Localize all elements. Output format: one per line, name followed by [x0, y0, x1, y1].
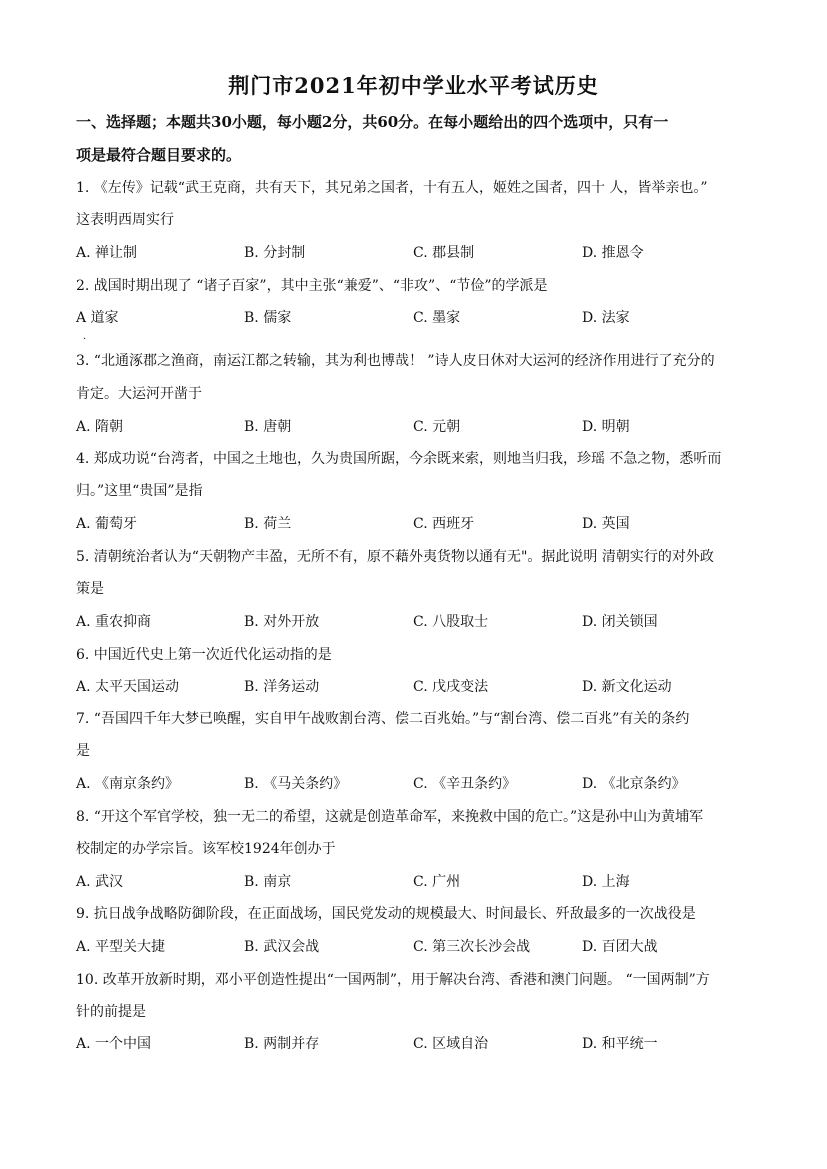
question-4-option-b[interactable]: B. 荷兰: [244, 516, 292, 532]
question-4-option-c[interactable]: C. 西班牙: [413, 516, 475, 532]
question-4-option-d[interactable]: D. 英国: [582, 516, 630, 532]
question-1-option-c[interactable]: C. 郡县制: [413, 245, 475, 261]
question-3-option-d[interactable]: D. 明朝: [582, 419, 630, 435]
question-5-option-b[interactable]: B. 对外开放: [244, 614, 320, 630]
question-8-line-1: 8. “开这个军官学校，独一无二的希望，这就是创造革命军，来挽救中国的危亡。”这是孙中山为黄埔军: [76, 809, 704, 825]
question-3-line-1: 3. “北通涿郡之渔商，南运江都之转输，其为利也博哉！ ”诗人皮日休对大运河的经济作用进行了充分的: [76, 353, 715, 369]
question-2-option-a[interactable]: A 道家: [76, 310, 119, 326]
question-3-option-b[interactable]: B. 唐朝: [244, 419, 292, 435]
question-10-option-b[interactable]: B. 两制并存: [244, 1036, 320, 1052]
question-9-option-c[interactable]: C. 第三次长沙会战: [413, 939, 531, 955]
question-7-option-d[interactable]: D. 《北京条约》: [582, 776, 686, 792]
stray-dot-mark: .: [83, 331, 87, 342]
question-8-option-a[interactable]: A. 武汉: [76, 874, 124, 890]
question-7-line-2: 是: [76, 743, 90, 759]
question-10-option-c[interactable]: C. 区域自治: [413, 1036, 489, 1052]
question-10-line-2: 针的前提是: [76, 1004, 146, 1020]
question-3-line-2: 肯定。大运河开凿于: [76, 386, 202, 402]
question-6-option-b[interactable]: B. 洋务运动: [244, 679, 320, 695]
question-3-option-a[interactable]: A. 隋朝: [76, 419, 124, 435]
question-6-option-d[interactable]: D. 新文化运动: [582, 679, 672, 695]
question-10-option-a[interactable]: A. 一个中国: [76, 1036, 152, 1052]
question-7-option-c[interactable]: C. 《辛丑条约》: [413, 776, 517, 792]
question-6-line-1: 6. 中国近代史上第一次近代化运动指的是: [76, 647, 332, 663]
question-5-line-2: 策是: [76, 581, 104, 597]
question-5-line-1: 5. 清朝统治者认为“天朝物产丰盈，无所不有，原不藉外夷货物以通有无"。据此说明 清朝实行的对外政: [76, 549, 714, 565]
question-7-line-1: 7. “吾国四千年大梦已唤醒，实自甲午战败割台湾、偿二百兆始。”与“割台湾、偿二百兆”有关的条约: [76, 711, 690, 727]
question-3-option-c[interactable]: C. 元朝: [413, 419, 461, 435]
question-5-option-a[interactable]: A. 重农抑商: [76, 614, 152, 630]
question-4-option-a[interactable]: A. 葡萄牙: [76, 516, 138, 532]
section-heading-line-2: 项是最符合题目要求的。: [76, 146, 242, 164]
question-9-option-d[interactable]: D. 百团大战: [582, 939, 658, 955]
question-1-line-1: 1. 《左传》记载“武王克商，共有天下，其兄弟之国者，十有五人，姬姓之国者，四十 人，皆举亲也。”: [76, 180, 708, 196]
question-4-line-2: 归。”这里“贵国”是指: [76, 483, 203, 499]
question-7-option-a[interactable]: A. 《南京条约》: [76, 776, 180, 792]
question-6-option-c[interactable]: C. 戊戌变法: [413, 679, 489, 695]
question-7-option-b[interactable]: B. 《马关条约》: [244, 776, 348, 792]
section-heading-line-1: 一、选择题；本题共30小题，每小题2分，共60分。在每小题给出的四个选项中，只有一: [76, 113, 669, 131]
question-2-line-1: 2. 战国时期出现了 “诸子百家”，其中主张“兼爱”、“非攻”、“节俭”的学派是: [76, 278, 548, 294]
question-9-option-a[interactable]: A. 平型关大捷: [76, 939, 166, 955]
question-6-option-a[interactable]: A. 太平天国运动: [76, 679, 180, 695]
question-2-option-b[interactable]: B. 儒家: [244, 310, 292, 326]
question-2-option-c[interactable]: C. 墨家: [413, 310, 461, 326]
question-5-option-d[interactable]: D. 闭关锁国: [582, 614, 658, 630]
question-4-line-1: 4. 郑成功说“台湾者，中国之土地也，久为贵国所踞，今余既来索，则地当归我，珍瑶 不急之物，悉听而: [76, 451, 722, 467]
question-9-option-b[interactable]: B. 武汉会战: [244, 939, 320, 955]
question-8-option-c[interactable]: C. 广州: [413, 874, 461, 890]
question-1-option-d[interactable]: D. 推恩令: [582, 245, 644, 261]
question-5-option-c[interactable]: C. 八股取士: [413, 614, 489, 630]
question-10-line-1: 10. 改革开放新时期，邓小平创造性提出“一国两制”，用于解决台湾、香港和澳门问题。 “一国两制”方: [76, 972, 710, 988]
question-1-option-b[interactable]: B. 分封制: [244, 245, 306, 261]
question-1-line-2: 这表明西周实行: [76, 212, 174, 228]
question-8-line-2: 校制定的办学宗旨。该军校1924年创办于: [76, 841, 336, 857]
question-9-line-1: 9. 抗日战争战略防御阶段，在正面战场，国民党发动的规模最大、时间最长、歼敌最多的一次战役是: [76, 906, 696, 922]
question-8-option-b[interactable]: B. 南京: [244, 874, 292, 890]
question-8-option-d[interactable]: D. 上海: [582, 874, 630, 890]
question-1-option-a[interactable]: A. 禅让制: [76, 245, 138, 261]
question-2-option-d[interactable]: D. 法家: [582, 310, 630, 326]
question-10-option-d[interactable]: D. 和平统一: [582, 1036, 658, 1052]
exam-title: 荆门市2021年初中学业水平考试历史: [228, 73, 599, 98]
